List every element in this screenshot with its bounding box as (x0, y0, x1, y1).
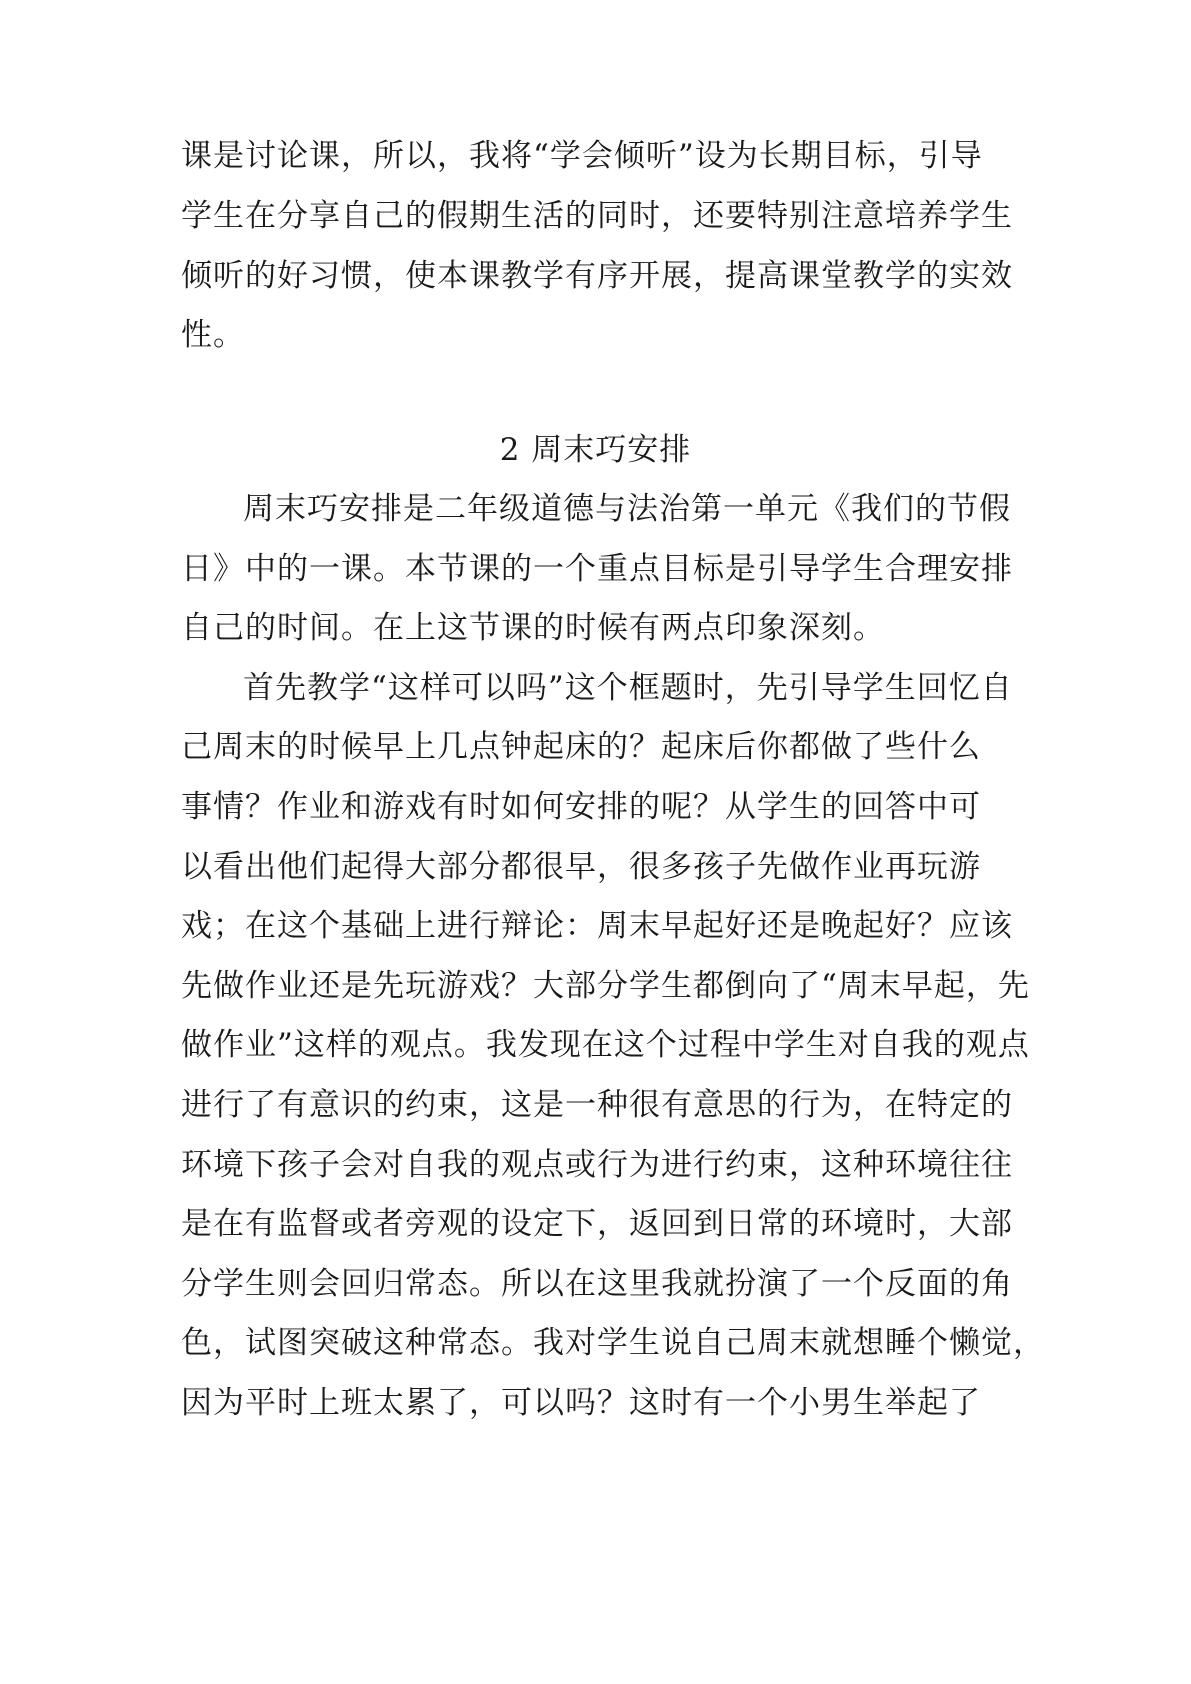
paragraph1-line-1: 周末巧安排是二年级道德与法治第一单元《我们的节假 (243, 491, 1011, 527)
paragraph2-line-3: 事情？作业和游戏有时如何安排的呢？从学生的回答中可 (181, 789, 981, 825)
intro-line-3: 倾听的好习惯，使本课教学有序开展，提高课堂教学的实效 (181, 258, 1013, 294)
paragraph2-line-2: 己周末的时候早上几点钟起床的？起床后你都做了些什么 (181, 729, 981, 765)
paragraph2-line-8: 进行了有意识的约束，这是一种很有意思的行为，在特定的 (181, 1087, 1013, 1123)
paragraph2-line-9: 环境下孩子会对自我的观点或行为进行约束，这种环境往往 (181, 1147, 1013, 1183)
paragraph1-line-3: 自己的时间。在上这节课的时候有两点印象深刻。 (181, 610, 885, 646)
paragraph2-line-4: 以看出他们起得大部分都很早，很多孩子先做作业再玩游 (181, 849, 981, 885)
paragraph2-line-12: 色，试图突破这种常态。我对学生说自己周末就想睡个懒觉， (181, 1325, 1045, 1361)
intro-line-4: 性。 (181, 317, 245, 353)
paragraph2-line-13: 因为平时上班太累了，可以吗？这时有一个小男生举起了 (181, 1385, 981, 1421)
paragraph2-line-1: 首先教学“这样可以吗”这个框题时，先引导学生回忆自 (243, 670, 1013, 706)
paragraph1-line-2: 日》中的一课。本节课的一个重点目标是引导学生合理安排 (181, 551, 1013, 587)
paragraph2-line-7: 做作业”这样的观点。我发现在这个过程中学生对自我的观点 (181, 1027, 1030, 1063)
intro-line-2: 学生在分享自己的假期生活的同时，还要特别注意培养学生 (181, 198, 1013, 234)
paragraph2-line-10: 是在有监督或者旁观的设定下，返回到日常的环境时，大部 (181, 1206, 1013, 1242)
intro-line-1: 课是讨论课，所以，我将“学会倾听”设为长期目标，引导 (181, 138, 983, 174)
paragraph2-line-5: 戏；在这个基础上进行辩论：周末早起好还是晚起好？应该 (181, 908, 1013, 944)
section-heading: 2 周末巧安排 (499, 432, 692, 468)
paragraph2-line-6: 先做作业还是先玩游戏？大部分学生都倒向了“周末早起，先 (181, 968, 1030, 1004)
paragraph2-line-11: 分学生则会回归常态。所以在这里我就扮演了一个反面的角 (181, 1266, 1013, 1302)
